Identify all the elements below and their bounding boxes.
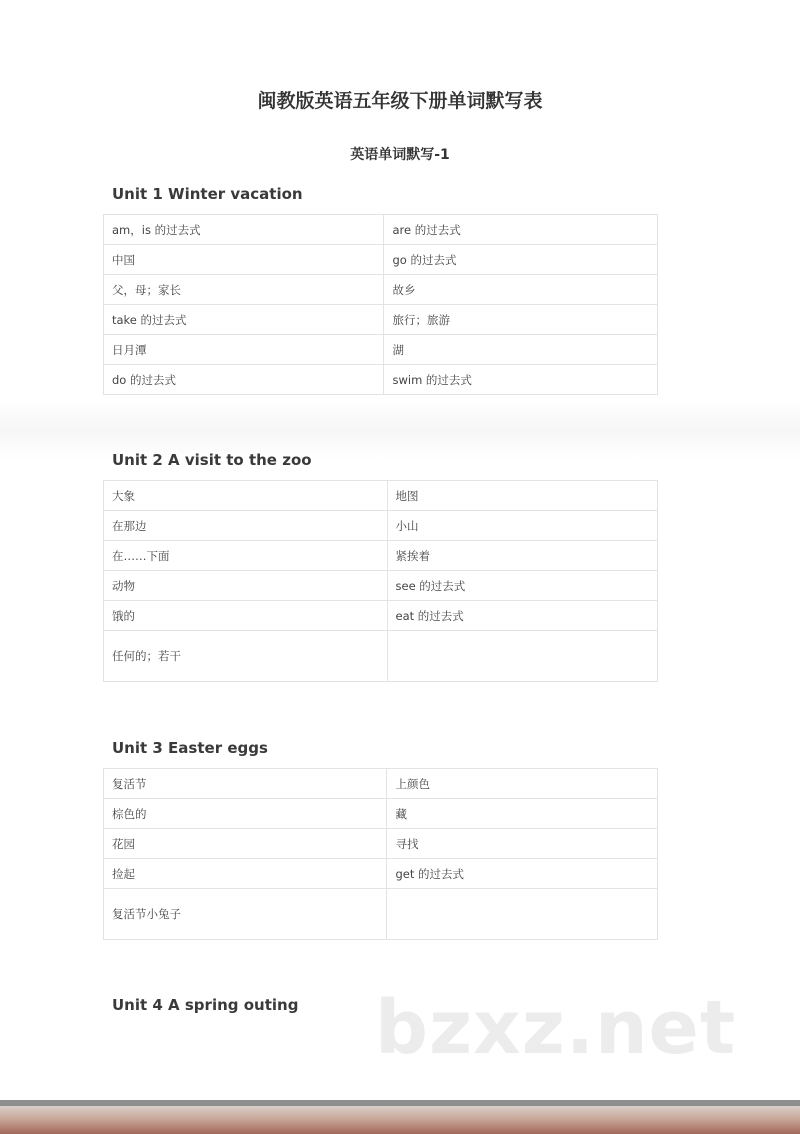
word-cell: 中国: [104, 245, 384, 275]
table-row: [104, 335, 658, 365]
unit-1-heading: Unit 1 Winter vacation: [112, 185, 303, 203]
page-title: 闽教版英语五年级下册单词默写表: [257, 90, 543, 112]
word-cell: 日月潭: [104, 335, 384, 365]
unit-3-table: [103, 768, 658, 940]
word-cell: 任何的；若干: [104, 631, 388, 682]
table-row: [104, 601, 658, 631]
table-row: [104, 769, 658, 799]
word-cell: 在那边: [104, 511, 388, 541]
word-cell: 地图: [387, 481, 658, 511]
watermark: bzxz.net: [375, 985, 737, 1071]
word-cell: 旅行；旅游: [384, 305, 658, 335]
word-cell: am，is 的过去式: [104, 215, 384, 245]
table-row: [104, 829, 658, 859]
word-cell: swim 的过去式: [384, 365, 658, 395]
word-cell: eat 的过去式: [387, 601, 658, 631]
word-cell: 捡起: [104, 859, 387, 889]
table-row: [104, 305, 658, 335]
table-row: [104, 215, 658, 245]
unit-1-table: [103, 214, 658, 395]
table-row: [104, 481, 658, 511]
page-subtitle: 英语单词默写-1: [350, 147, 450, 163]
word-cell: [387, 631, 658, 682]
unit-4-heading: Unit 4 A spring outing: [112, 996, 299, 1014]
table-row: [104, 571, 658, 601]
word-cell: see 的过去式: [387, 571, 658, 601]
word-cell: 花园: [104, 829, 387, 859]
word-cell: 大象: [104, 481, 388, 511]
word-cell: take 的过去式: [104, 305, 384, 335]
word-cell: 在……下面: [104, 541, 388, 571]
word-cell: do 的过去式: [104, 365, 384, 395]
unit-3-heading: Unit 3 Easter eggs: [112, 739, 268, 757]
word-cell: 饿的: [104, 601, 388, 631]
word-cell: 复活节小兔子: [104, 889, 387, 940]
table-row: [104, 275, 658, 305]
word-cell: 寻找: [387, 829, 658, 859]
table-row: [104, 365, 658, 395]
unit-2-heading: Unit 2 A visit to the zoo: [112, 451, 312, 469]
page-bottom-edge: [0, 1100, 800, 1106]
table-row: [104, 859, 658, 889]
word-cell: get 的过去式: [387, 859, 658, 889]
word-cell: 父，母；家长: [104, 275, 384, 305]
table-row: [104, 245, 658, 275]
word-cell: 棕色的: [104, 799, 387, 829]
table-row: [104, 799, 658, 829]
table-row: [104, 511, 658, 541]
word-cell: 动物: [104, 571, 388, 601]
table-row: [104, 631, 658, 682]
table-row: [104, 889, 658, 940]
word-cell: 紧挨着: [387, 541, 658, 571]
word-cell: 上颜色: [387, 769, 658, 799]
word-cell: are 的过去式: [384, 215, 658, 245]
unit-2-table: [103, 480, 658, 682]
table-row: [104, 541, 658, 571]
word-cell: 小山: [387, 511, 658, 541]
word-cell: go 的过去式: [384, 245, 658, 275]
word-cell: 湖: [384, 335, 658, 365]
word-cell: [387, 889, 658, 940]
word-cell: 复活节: [104, 769, 387, 799]
word-cell: 藏: [387, 799, 658, 829]
word-cell: 故乡: [384, 275, 658, 305]
